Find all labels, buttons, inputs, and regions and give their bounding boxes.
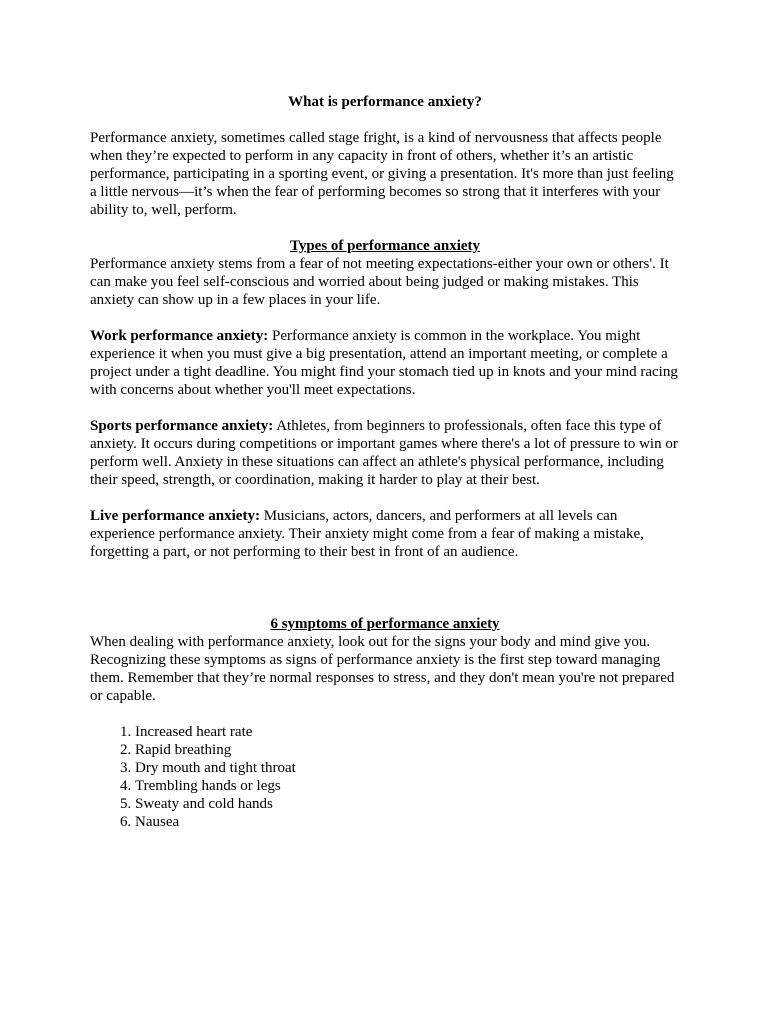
spacer [90, 111, 680, 129]
spacer [90, 579, 680, 597]
spacer [90, 489, 680, 507]
spacer [90, 219, 680, 237]
work-anxiety-text: Performance anxiety is common in the workplace. You might experience it when you must give a big presentation, attend an important meeting, or complete a project under a tight deadline. You might find your stomach tied up in knots and your mind racing with concerns about whether you'll meet expectations. [90, 328, 678, 398]
document-title: What is performance anxiety? [288, 94, 482, 110]
intro-paragraph: Performance anxiety, sometimes called stage fright, is a kind of nervousness that affects people when they’re expected to perform in any capacity in front of others, whether it’s an artistic performance, participating in a sporting event, or giving a presentation. It's more than just feeling a little nervous—it’s when the fear of performing becomes so strong that it interferes with your ability to, well, perform. [90, 130, 674, 218]
spacer [90, 597, 680, 615]
symptom-item: 6. Nausea [135, 813, 680, 831]
sports-anxiety-label: Sports performance anxiety: [90, 418, 274, 434]
symptoms-list [90, 723, 680, 831]
symptom-item: 5. Sweaty and cold hands [135, 795, 680, 813]
live-anxiety-label: Live performance anxiety: [90, 508, 260, 524]
live-anxiety-text: Musicians, actors, dancers, and performers at all levels can experience performance anxiety. Their anxiety might come from a fear of making a mistake, forgetting a part, or not performing to their best in front of an audience. [90, 508, 644, 560]
types-heading: Types of performance anxiety [289, 238, 481, 254]
sports-anxiety-paragraph [90, 417, 680, 489]
sports-anxiety-text: Athletes, from beginners to professionals, often face this type of anxiety. It occurs during competitions or important games where there's a lot of pressure to win or perform well. Anxiety in these situations can affect an athlete's physical performance, including their speed, strength, or coordination, making it harder to play at their best. [90, 418, 678, 488]
symptom-item: 3. Dry mouth and tight throat [135, 759, 680, 777]
work-anxiety-label: Work performance anxiety: [90, 328, 269, 344]
spacer [90, 561, 680, 579]
document-page [90, 93, 680, 831]
types-intro-paragraph: Performance anxiety stems from a fear of not meeting expectations-either your own or others'. It can make you feel self-conscious and worried about being judged or making mistakes. This anxiety can show up in a few places in your life. [90, 256, 669, 308]
symptoms-heading: 6 symptoms of performance anxiety [270, 616, 500, 632]
symptom-item: 1. Increased heart rate [135, 723, 680, 741]
spacer [90, 399, 680, 417]
spacer [90, 705, 680, 723]
symptom-item: 2. Rapid breathing [135, 741, 680, 759]
live-anxiety-paragraph [90, 507, 680, 561]
work-anxiety-paragraph [90, 327, 680, 399]
symptoms-intro-paragraph: When dealing with performance anxiety, look out for the signs your body and mind give you. Recognizing these symptoms as signs of performance anxiety is the first step toward managing them. Remember that they’re normal responses to stress, and they don't mean you're not prepared or capable. [90, 634, 675, 704]
spacer [90, 309, 680, 327]
symptom-item: 4. Trembling hands or legs [135, 777, 680, 795]
